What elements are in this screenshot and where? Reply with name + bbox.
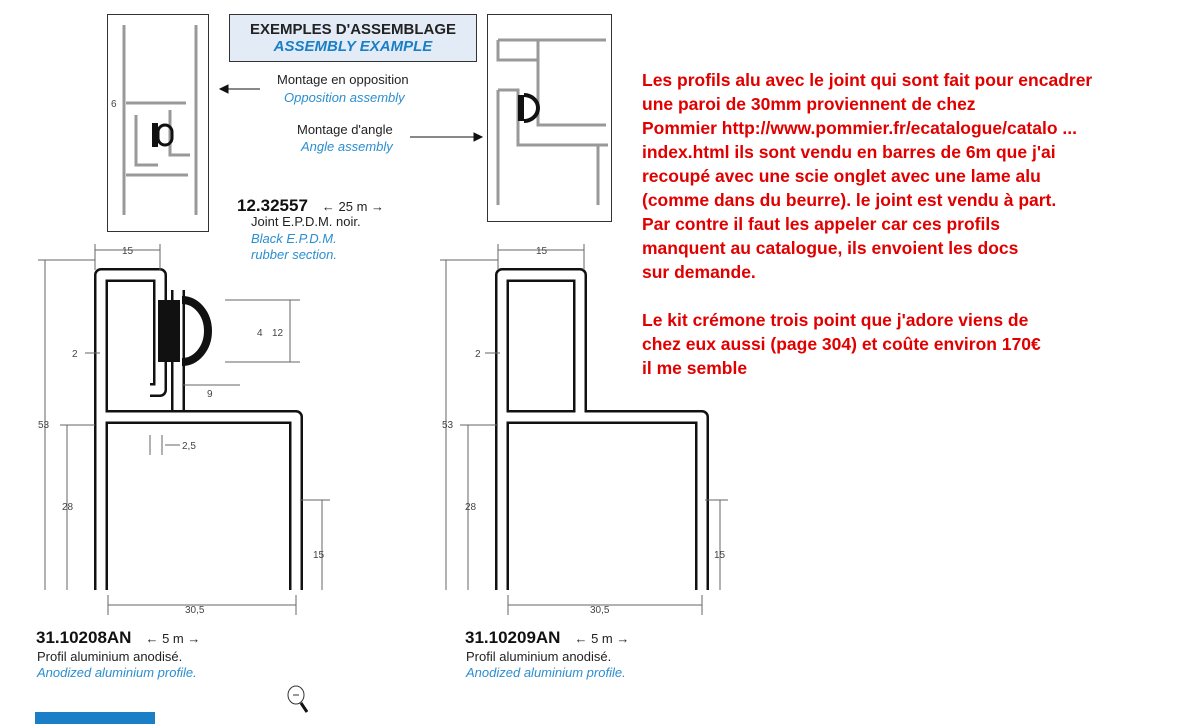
dim-slot: 4 bbox=[257, 328, 263, 339]
joint-ref: 12.32557 ← 25 m → bbox=[237, 196, 385, 215]
joint-desc-en-2: rubber section. bbox=[251, 247, 337, 262]
dim-width: 30,5 bbox=[185, 605, 205, 615]
profile-left-length: ← 5 m → bbox=[145, 631, 201, 646]
opposition-label-fr: Montage en opposition bbox=[277, 72, 409, 87]
joint-desc-en-1: Black E.P.D.M. bbox=[251, 231, 337, 246]
joint-icon bbox=[518, 95, 538, 121]
profile-left-drawing bbox=[0, 230, 340, 615]
dim-width: 30,5 bbox=[590, 605, 610, 615]
dim-wall: 2 bbox=[72, 349, 78, 360]
profile-right-desc-en: Anodized aluminium profile. bbox=[466, 665, 626, 680]
zoom-out-icon[interactable] bbox=[285, 684, 313, 718]
note-paragraph-1: Les profils alu avec le joint qui sont fait pour encadrer une paroi de 30mm proviennent de chez Pommier http://www.pommier.fr/ecatalogue/catalo ... index.html ils sont vendu en barres de 6m que j'ai recoupé avec une scie onglet avec une lame alu (comme dans du beurre). le joint est vendu à part. Par contre il faut les appeler car ces profils manquent au catalogue, ils envoient les docs sur demande. bbox=[642, 70, 1093, 282]
dim-top: 15 bbox=[536, 246, 548, 257]
joint-desc-fr: Joint E.P.D.M. noir. bbox=[251, 214, 361, 229]
joint-length: ← 25 m → bbox=[321, 199, 385, 214]
page-tab bbox=[35, 712, 155, 724]
annotation-note bbox=[642, 68, 1092, 380]
dim-lower: 28 bbox=[62, 502, 74, 513]
dim-lower: 28 bbox=[465, 502, 477, 513]
opposition-assembly-thumbnail bbox=[107, 14, 209, 232]
angle-assembly-thumbnail bbox=[487, 14, 612, 222]
dim-joint-h: 12 bbox=[272, 328, 284, 339]
angle-label-fr: Montage d'angle bbox=[297, 122, 393, 137]
profile-left-desc-fr: Profil aluminium anodisé. bbox=[37, 649, 183, 664]
dim-height: 53 bbox=[38, 420, 50, 431]
dim-top: 15 bbox=[122, 246, 134, 257]
dim-lip: 2,5 bbox=[182, 441, 196, 452]
profile-left-ref: 31.10208AN ← 5 m → bbox=[36, 628, 201, 647]
dim-joint-w: 9 bbox=[207, 389, 213, 400]
dim-leg: 15 bbox=[313, 550, 325, 561]
note-paragraph-2: Le kit crémone trois point que j'adore viens de chez eux aussi (page 304) et coûte environ 170€ il me semble bbox=[642, 310, 1041, 378]
profile-left-desc-en: Anodized aluminium profile. bbox=[37, 665, 197, 680]
dim-wall: 2 bbox=[475, 349, 481, 360]
title-fr: EXEMPLES D'ASSEMBLAGE bbox=[249, 21, 457, 38]
gap-dimension: 6 bbox=[111, 99, 117, 110]
angle-label-en: Angle assembly bbox=[301, 139, 393, 154]
profile-right-desc-fr: Profil aluminium anodisé. bbox=[466, 649, 612, 664]
dim-leg: 15 bbox=[714, 550, 726, 561]
profile-right-ref: 31.10209AN ← 5 m → bbox=[465, 628, 630, 647]
dim-height: 53 bbox=[442, 420, 454, 431]
opposition-label-en: Opposition assembly bbox=[284, 90, 405, 105]
title-en: ASSEMBLY EXAMPLE bbox=[273, 38, 433, 55]
assembly-title-box bbox=[229, 14, 477, 62]
profile-right-length: ← 5 m → bbox=[574, 631, 630, 646]
